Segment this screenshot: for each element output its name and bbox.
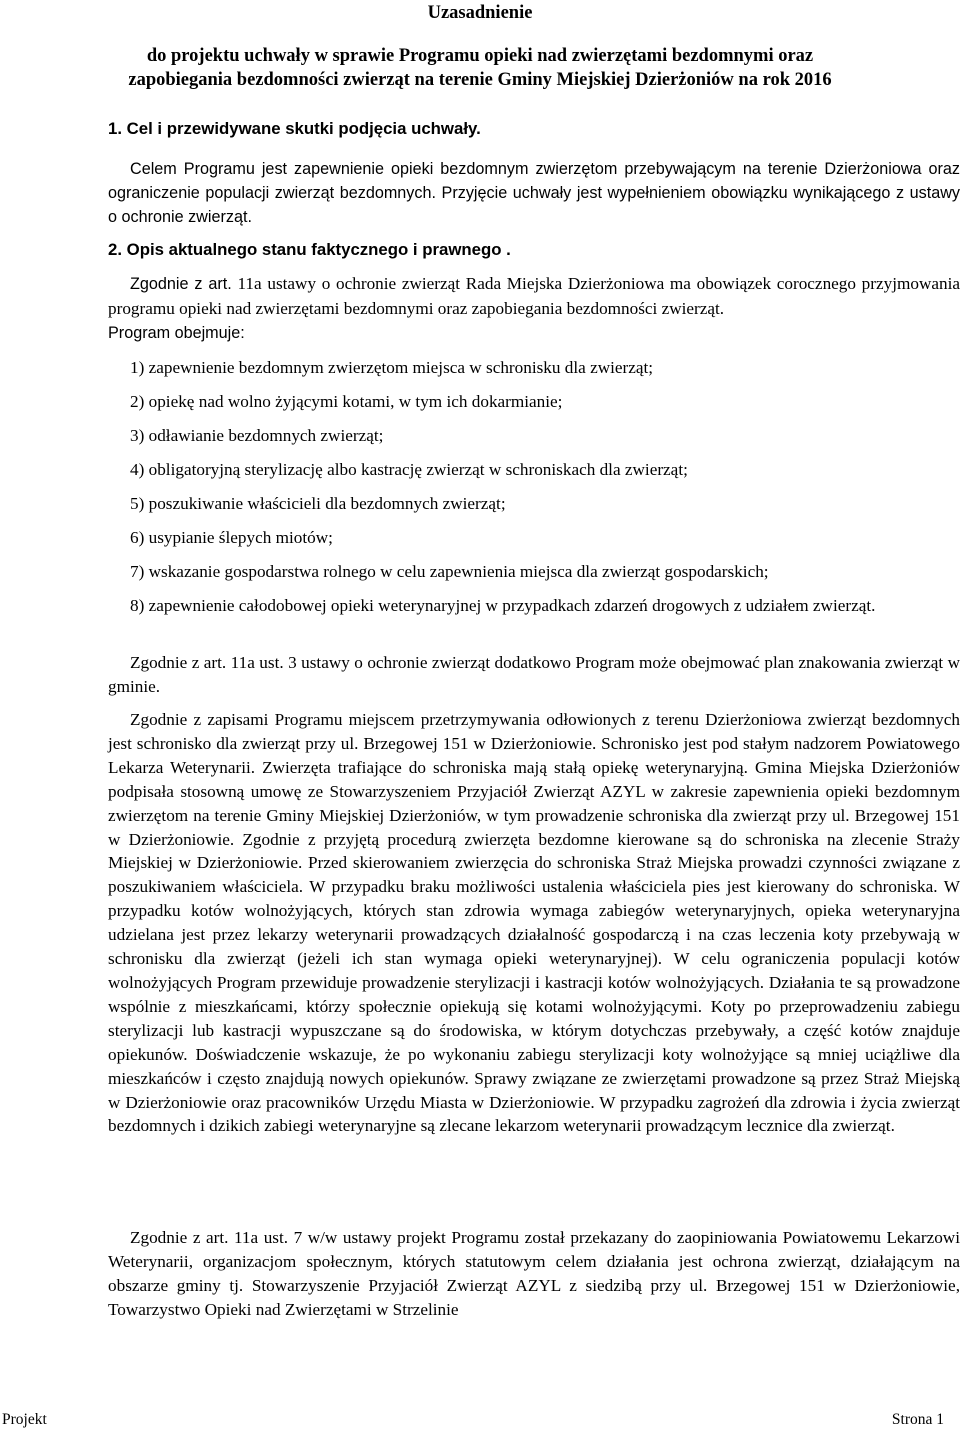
section-1-text: Celem Programu jest zapewnienie opieki bezdomnym zwierzętom przebywającym na terenie Dzierżoniowa oraz ograniczenie populacji zwierząt bezdomnych. Przyjęcie uchwały jest wypełnieniem obowiązku wynikającego z ustawy o ochronie zwierząt.: [108, 160, 960, 226]
list-item: 8) zapewnienie całodobowej opieki weterynaryjnej w przypadkach zdarzeń drogowych z udziałem zwierząt.: [130, 596, 876, 615]
section-1-heading: 1. Cel i przewidywane skutki podjęcia uchwały.: [108, 119, 481, 138]
section-2-intro: [108, 272, 960, 346]
footer-left: Projekt: [2, 1411, 47, 1428]
paragraph-schronisko: Zgodnie z zapisami Programu miejscem przetrzymywania odłowionych z terenu Dzierżoniowa zwierząt bezdomnych jest schronisko dla zwierząt przy ul. Brzegowej 151 w Dzierżoniowie. Schronisko jest pod stałym nadzorem Powiatowego Lekarza Weterynarii. Zwierzęta trafiające do schroniska mają stałą opiekę weterynaryjną. Gmina Miejska Dzierżoniów podpisała stosowną umowę ze Stowarzyszeniem Przyjaciół Zwierząt AZYL w zakresie zapewnienia opieki bezdomnym zwierzętom na terenie Gminy Miejskiej Dzierżoniów, w tym prowadzenie schroniska dla zwierząt przy ul. Brzegowej 151 w Dzierżoniowie. Zgodnie z przyjętą procedurą zwierzęta bezdomne kierowane są do schroniska na zlecenie Straży Miejskiej w Dzierżoniowie. Przed skierowaniem zwierzęcia do schroniska Straż Miejska prowadzi czynności związane z poszukiwaniem właściciela. W przypadku braku możliwości ustalenia właściciela pies jest kierowany do schroniska. W przypadku kotów wolnożyjących, których stan zdrowia wymaga zabiegów weterynaryjnych, opieka weterynaryjna udzielana jest przez lekarzy weterynarii prowadzących działalność gospodarczą i na czas leczenia koty przebywają w schronisku dla zwierząt (jeżeli ich stan wymaga opieki weterynaryjnej). W celu ograniczenia populacji kotów wolnożyjących Program przewiduje prowadzenie sterylizacji i kastracji kotów wolnożyjących. Działania te są prowadzone wspólnie z mieszkańcami, którzy społecznie opiekują się kotami wolnożyjącymi. Koty po przeprowadzeniu zabiegu sterylizacji lub kastracji wypuszczane są do środowiska, w którym dotychczas przebywały, a część kotów znajduje opiekunów. Doświadczenie wskazuje, że po wykonaniu zabiegu sterylizacji koty wolnożyjące są mniej uciążliwe dla mieszkańców i często znajdują nowych opiekunów. Sprawy związane ze zwierzętami prowadzone są przez Straż Miejską w Dzierżoniowie oraz pracowników Urzędu Miasta w Dzierżoniowie. W przypadku zagrożeń dla zdrowia i życia zwierząt bezdomnych i dzikich zabiegi weterynaryjne są zlecane lekarzom weterynarii prowadzącym lecznice dla zwierząt.: [108, 710, 960, 1136]
list-item: 1) zapewnienie bezdomnym zwierzętom miejsca w schronisku dla zwierząt;: [130, 358, 654, 377]
section-2-intro-rest: 11a ustawy o ochronie zwierząt Rada Miejska Dzierżoniowa ma obowiązek corocznego przyjmowania programu opieki nad zwierzętami bezdomnymi oraz zapobiegania bezdomności zwierząt.: [108, 274, 960, 318]
section-2-intro-lead: Zgodnie z art.: [130, 275, 232, 293]
document-subtitle: do projektu uchwały w sprawie Programu opieki nad zwierzętami bezdomnymi oraz zapobiegania bezdomności zwierząt na terenie Gminy Miejskiej Dzierżoniów na rok 2016: [128, 46, 832, 90]
section-2-intro-tail: Program obejmuje:: [108, 323, 245, 342]
paragraph-zaopiniowanie: Zgodnie z art. 11a ust. 7 w/w ustawy projekt Programu został przekazany do zaopiniowania Powiatowemu Lekarzowi Weterynarii, organizacjom społecznym, których statutowym celem działania jest ochrona zwierząt, działającym na obszarze gminy tj. Stowarzyszenie Przyjaciół Zwierząt AZYL z siedzibą przy ul. Brzegowej 151 w Dzierżoniowie, Towarzystwo Opieki nad Zwierzętami w Strzelinie: [108, 1228, 960, 1319]
list-item: 2) opiekę nad wolno żyjącymi kotami, w tym ich dokarmianie;: [130, 392, 563, 411]
list-item: 7) wskazanie gospodarstwa rolnego w celu zapewnienia miejsca dla zwierząt gospodarskich;: [130, 562, 769, 581]
list-item: 5) poszukiwanie właścicieli dla bezdomnych zwierząt;: [130, 494, 506, 513]
list-item: 3) odławianie bezdomnych zwierząt;: [130, 426, 384, 445]
document-title: Uzasadnienie: [427, 3, 533, 23]
list-item: 6) usypianie ślepych miotów;: [130, 528, 333, 547]
section-2-heading: 2. Opis aktualnego stanu faktycznego i prawnego .: [108, 240, 511, 259]
list-item: 4) obligatoryjną sterylizację albo kastrację zwierząt w schroniskach dla zwierząt;: [130, 460, 688, 479]
page-number: Strona 1: [891, 1411, 944, 1428]
paragraph-plan-znakowania: Zgodnie z art. 11a ust. 3 ustawy o ochronie zwierząt dodatkowo Program może obejmować plan znakowania zwierząt w gminie.: [108, 653, 960, 696]
